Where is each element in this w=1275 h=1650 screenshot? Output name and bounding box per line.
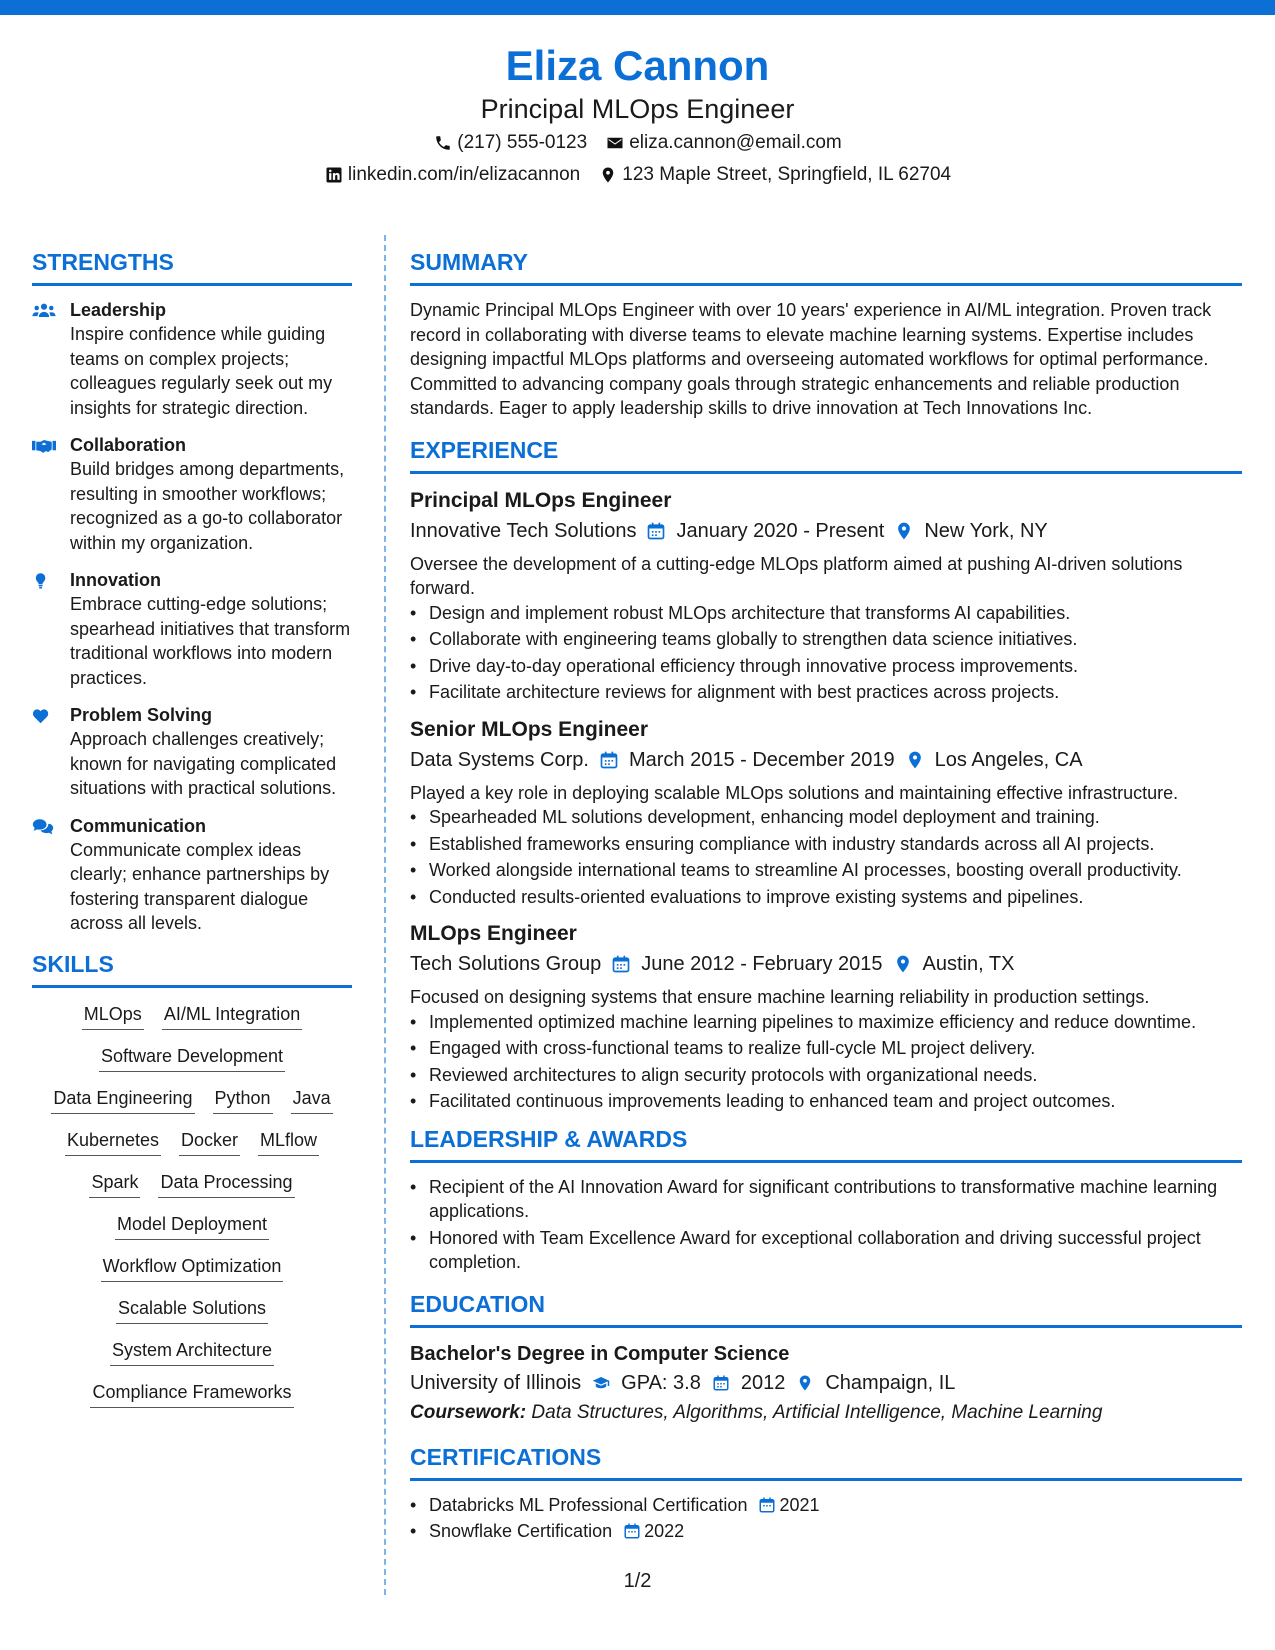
skill-tag: MLflow — [258, 1126, 319, 1156]
skill-row — [32, 1126, 352, 1156]
skill-tag: Data Processing — [158, 1168, 294, 1198]
skill-row — [32, 1294, 352, 1324]
education-school: University of Illinois — [410, 1371, 582, 1394]
award-item: • Recipient of the AI Innovation Award for significant contributions to transformative machine learning applications. — [410, 1175, 1242, 1224]
job-bullet: • Facilitate architecture reviews for alignment with best practices across projects. — [410, 680, 1242, 705]
strength-item — [32, 568, 352, 690]
phone-contact — [433, 128, 587, 158]
calendar-icon — [611, 954, 631, 974]
job-bullet: • Worked alongside international teams to streamline AI processes, boosting overall productivity. — [410, 858, 1242, 883]
strengths-heading: STRENGTHS — [32, 247, 352, 286]
calendar-icon — [599, 750, 619, 770]
job-dates: January 2020 - Present — [676, 519, 885, 542]
candidate-name: Eliza Cannon — [505, 42, 770, 89]
strength-title: Innovation — [70, 570, 161, 590]
skill-tag: Python — [213, 1084, 273, 1114]
strength-desc: Build bridges among departments, resulting in smoother workflows; recognized as a go-to collaborator within my organization. — [70, 459, 345, 553]
skill-tag: System Architecture — [110, 1336, 274, 1366]
strength-desc: Embrace cutting-edge solutions; spearhead initiatives that transform traditional workflows into modern practices. — [70, 594, 351, 688]
skill-tag: MLOps — [82, 1000, 144, 1030]
map-pin-icon — [894, 521, 914, 541]
job-title: Principal MLOps Engineer — [410, 488, 672, 512]
email-contact[interactable] — [605, 128, 842, 158]
education-gpa: GPA: 3.8 — [621, 1371, 701, 1394]
job-bullet: • Conducted results-oriented evaluations to improve existing systems and pipelines. — [410, 885, 1242, 910]
certification-name: • Databricks ML Professional Certification — [429, 1494, 748, 1515]
strength-item — [32, 433, 352, 555]
certifications-heading: CERTIFICATIONS — [410, 1442, 1242, 1481]
calendar-icon — [757, 1495, 777, 1515]
linkedin-icon — [324, 165, 344, 185]
certifications-list — [410, 1493, 1242, 1544]
strength-desc: Inspire confidence while guiding teams on complex projects; colleagues regularly seek out my insights for strategic direction. — [70, 324, 333, 418]
job-bullets — [410, 805, 1242, 909]
phone-text: (217) 555-0123 — [457, 132, 588, 153]
job-meta — [410, 516, 1242, 546]
job-meta — [410, 949, 1242, 979]
certification-year: 2021 — [779, 1494, 820, 1515]
strength-item — [32, 703, 352, 801]
job-entry — [410, 715, 1242, 910]
email-text[interactable]: eliza.cannon@email.com — [629, 132, 842, 153]
education-heading: EDUCATION — [410, 1289, 1242, 1328]
job-bullet: • Spearheaded ML solutions development, enhancing model deployment and training. — [410, 805, 1242, 830]
skill-tag: Software Development — [99, 1042, 285, 1072]
map-pin-icon — [795, 1373, 815, 1393]
calendar-icon — [711, 1373, 731, 1393]
skill-tag: Scalable Solutions — [116, 1294, 268, 1324]
job-company: Tech Solutions Group — [410, 953, 602, 975]
job-location: New York, NY — [924, 519, 1048, 542]
skill-tag: Workflow Optimization — [101, 1252, 284, 1282]
comments-icon — [32, 814, 70, 936]
phone-icon — [433, 133, 453, 153]
skill-row — [32, 1336, 352, 1366]
job-bullet: • Implemented optimized machine learning pipelines to maximize efficiency and reduce downtime. — [410, 1010, 1242, 1035]
strength-title: Problem Solving — [70, 705, 213, 725]
experience-heading: EXPERIENCE — [410, 435, 1242, 474]
education-year: 2012 — [740, 1371, 786, 1394]
job-bullet: • Design and implement robust MLOps architecture that transforms AI capabilities. — [410, 601, 1242, 626]
map-pin-icon — [905, 750, 925, 770]
candidate-title: Principal MLOps Engineer — [480, 94, 795, 124]
job-dates: June 2012 - February 2015 — [641, 953, 883, 975]
map-pin-icon — [598, 165, 618, 185]
job-company: Data Systems Corp. — [410, 748, 589, 771]
skill-row — [32, 1042, 352, 1072]
awards-list — [410, 1175, 1242, 1275]
strength-title: Communication — [70, 815, 207, 836]
education-coursework — [410, 1398, 1242, 1428]
job-bullet: • Facilitated continuous improvements leading to enhanced team and project outcomes. — [410, 1089, 1242, 1114]
job-bullets — [410, 1010, 1242, 1114]
heart-icon — [32, 703, 70, 801]
address-contact — [598, 160, 951, 190]
top-accent-bar — [0, 0, 1275, 15]
skill-tag: Data Engineering — [51, 1084, 194, 1114]
job-description: Oversee the development of a cutting-edge MLOps platform aimed at pushing AI-driven solutions forward. — [410, 553, 1183, 598]
linkedin-text[interactable]: linkedin.com/in/elizacannon — [347, 164, 581, 185]
page-number: 1/2 — [623, 1570, 652, 1592]
job-company: Innovative Tech Solutions — [410, 519, 637, 542]
right-column — [410, 247, 1242, 1546]
education-meta — [410, 1368, 1242, 1398]
job-meta — [410, 745, 1242, 775]
strength-title: Leadership — [70, 300, 167, 320]
strength-desc: Approach challenges creatively; known for navigating complicated situations with practical solutions. — [70, 729, 337, 798]
skill-row — [32, 1000, 352, 1030]
strength-desc: Communicate complex ideas clearly; enhance partnerships by fostering transparent dialogue across all levels. — [70, 839, 330, 933]
education-location: Champaign, IL — [825, 1371, 956, 1394]
skills-list — [32, 1000, 352, 1408]
skills-heading: SKILLS — [32, 949, 352, 988]
summary-heading: SUMMARY — [410, 247, 1242, 286]
skill-tag: Compliance Frameworks — [90, 1378, 293, 1408]
strength-title: Collaboration — [70, 435, 186, 455]
left-column — [32, 247, 352, 1420]
experience-list — [410, 486, 1242, 1114]
job-bullet: • Collaborate with engineering teams globally to strengthen data science initiatives. — [410, 627, 1242, 652]
graduation-cap-icon — [591, 1373, 611, 1393]
job-title: Senior MLOps Engineer — [410, 717, 649, 741]
summary-text: Dynamic Principal MLOps Engineer with over 10 years' experience in AI/ML integration. Proven track record in collaborating with diverse teams to elevate machine learning systems. Expertise includes designing impactful MLOps platforms and overseeing automated workflows for optimal performance. Committed to advancing company goals through strategic enhancements and reliable production standards. Eager to apply leadership skills to drive innovation at Tech Innovations Inc. — [410, 300, 1212, 418]
job-dates: March 2015 - December 2019 — [628, 748, 895, 771]
job-entry — [410, 486, 1242, 705]
users-icon — [32, 298, 70, 420]
skill-row — [32, 1084, 352, 1114]
certification-year: 2022 — [644, 1521, 685, 1541]
skill-row — [32, 1210, 352, 1240]
strength-item — [32, 814, 352, 936]
skill-tag: Docker — [179, 1126, 240, 1156]
award-item: • Honored with Team Excellence Award for exceptional collaboration and driving successful project completion. — [410, 1226, 1242, 1275]
certification-item — [410, 1519, 1242, 1544]
job-description: Played a key role in deploying scalable MLOps solutions and maintaining effective infrastructure. — [410, 782, 1179, 803]
education-degree: Bachelor's Degree in Computer Science — [410, 1342, 790, 1365]
address-text: 123 Maple Street, Springfield, IL 62704 — [622, 164, 952, 185]
skill-row — [32, 1378, 352, 1408]
job-title: MLOps Engineer — [410, 922, 577, 945]
job-bullet: • Established frameworks ensuring compliance with industry standards across all AI projects. — [410, 832, 1242, 857]
handshake-icon — [32, 433, 70, 555]
coursework-label: Coursework: — [410, 1401, 527, 1423]
coursework-text: Data Structures, Algorithms, Artificial Intelligence, Machine Learning — [531, 1401, 1103, 1423]
job-bullets — [410, 601, 1242, 705]
skill-tag: Kubernetes — [65, 1126, 161, 1156]
calendar-icon — [622, 1521, 642, 1541]
job-bullet: • Drive day-to-day operational efficiency through innovative process improvements. — [410, 654, 1242, 679]
skill-tag: Spark — [89, 1168, 140, 1198]
skill-tag: AI/ML Integration — [162, 1000, 302, 1030]
certification-name: • Snowflake Certification — [429, 1521, 613, 1541]
calendar-icon — [646, 521, 666, 541]
skill-row — [32, 1168, 352, 1198]
strength-item — [32, 298, 352, 420]
job-bullet: • Reviewed architectures to align security protocols with organizational needs. — [410, 1063, 1242, 1088]
certification-item — [410, 1493, 1242, 1518]
contact-row-2 — [0, 160, 1275, 190]
resume-header — [0, 40, 1275, 190]
skill-tag: Java — [291, 1084, 333, 1114]
lightbulb-icon — [32, 568, 70, 690]
envelope-icon — [605, 133, 625, 153]
skill-row — [32, 1252, 352, 1282]
awards-heading: LEADERSHIP & AWARDS — [410, 1124, 1242, 1163]
job-bullet: • Engaged with cross-functional teams to realize full-cycle ML project delivery. — [410, 1036, 1242, 1061]
map-pin-icon — [893, 954, 913, 974]
contact-row-1 — [0, 128, 1275, 158]
linkedin-contact[interactable] — [324, 160, 580, 190]
skill-tag: Model Deployment — [115, 1210, 269, 1240]
column-divider — [384, 235, 386, 1595]
job-description: Focused on designing systems that ensure machine learning reliability in production settings. — [410, 987, 1150, 1007]
job-location: Austin, TX — [922, 953, 1015, 975]
job-entry — [410, 919, 1242, 1114]
job-location: Los Angeles, CA — [934, 748, 1083, 771]
